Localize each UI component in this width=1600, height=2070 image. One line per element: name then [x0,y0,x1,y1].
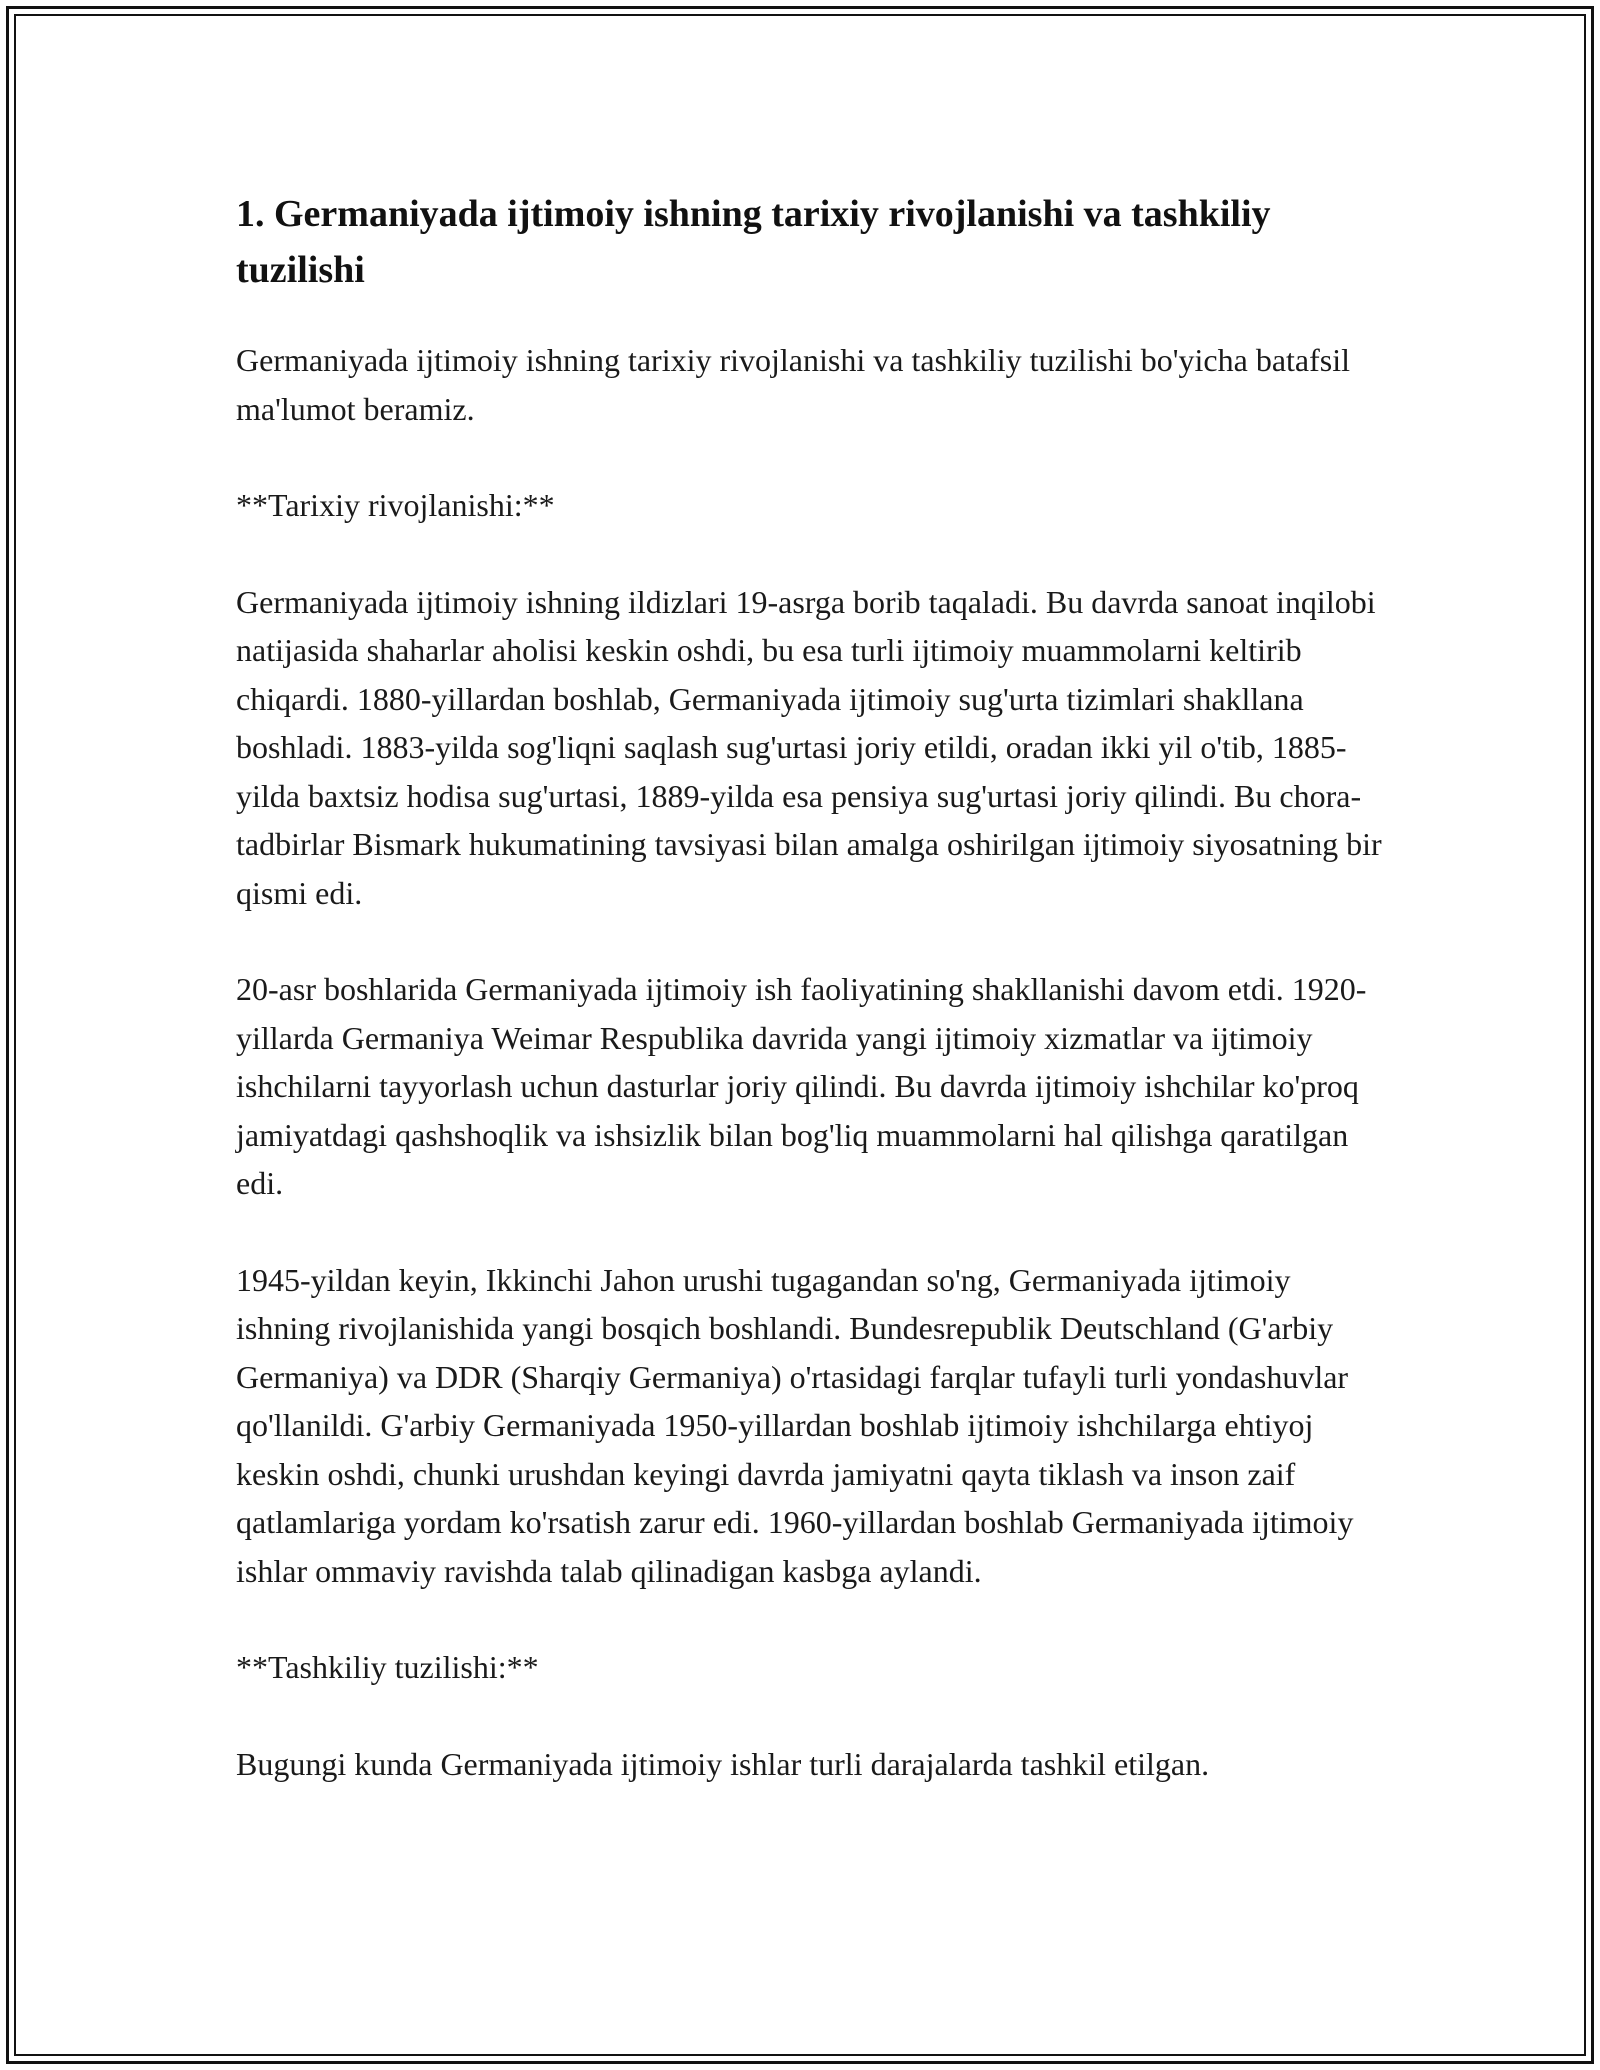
history-paragraph-20th-century: 20-asr boshlarida Germaniyada ijtimoiy ish faoliyatining shakllanishi davom etdi. 1920-yillarda Germaniya Weimar Respublika davrida yangi ijtimoiy xizmatlar va ijtimoiy ishchilarni tayyorlash uchun dasturlar joriy qilindi. Bu davrda ijtimoiy ishchilar ko'proq jamiyatdagi qashshoqlik va ishsizlik bilan bog'liq muammolarni hal qilishga qaratilgan edi. [236,971,1367,1201]
organization-heading: **Tashkiliy tuzilishi:** [236,1649,539,1685]
history-paragraph-post-1945: 1945-yildan keyin, Ikkinchi Jahon urushi tugagandan so'ng, Germaniyada ijtimoiy ishning rivojlanishida yangi bosqich boshlandi. Bundesrepublik Deutschland (G'arbiy Germaniya) va DDR (Sharqiy Germaniya) o'rtasidagi farqlar tufayli turli yondashuvlar qo'llanildi. G'arbiy Germaniyada 1950-yillardan boshlab ijtimoiy ishchilarga ehtiyoj keskin oshdi, chunki urushdan keyingi davrda jamiyatni qayta tiklash va inson zaif qatlamlariga yordam ko'rsatish zarur edi. 1960-yillardan boshlab Germaniyada ijtimoiy ishlar ommaviy ravishda talab qilinadigan kasbga aylandi. [236,1261,1354,1589]
document-body [236,186,1386,1836]
intro-paragraph: Germaniyada ijtimoiy ishning tarixiy rivojlanishi va tashkiliy tuzilishi bo'yicha batafsil ma'lumot beramiz. [236,342,1351,427]
organization-paragraph: Bugungi kunda Germaniyada ijtimoiy ishlar turli darajalarda tashkil etilgan. [236,1745,1210,1782]
history-paragraph-19th-century: Germaniyada ijtimoiy ishning ildizlari 19-asrga borib taqaladi. Bu davrda sanoat inqilobi natijasida shaharlar aholisi keskin oshdi, bu esa turli ijtimoiy muammolarni keltirib chiqardi. 1880-yillardan boshlab, Germaniyada ijtimoiy sug'urta tizimlari shakllana boshladi. 1883-yilda sog'liqni saqlash sug'urtasi joriy etildi, oradan ikki yil o'tib, 1885-yilda baxtsiz hodisa sug'urtasi, 1889-yilda esa pensiya sug'urtasi joriy qilindi. Bu chora-tadbirlar Bismark hukumatining tavsiyasi bilan amalga oshirilgan ijtimoiy siyosatning bir qismi edi. [236,583,1382,911]
document-title: 1. Germaniyada ijtimoiy ishning tarixiy rivojlanishi va tashkiliy tuzilishi [236,193,1271,291]
history-heading: **Tarixiy rivojlanishi:** [236,487,555,523]
